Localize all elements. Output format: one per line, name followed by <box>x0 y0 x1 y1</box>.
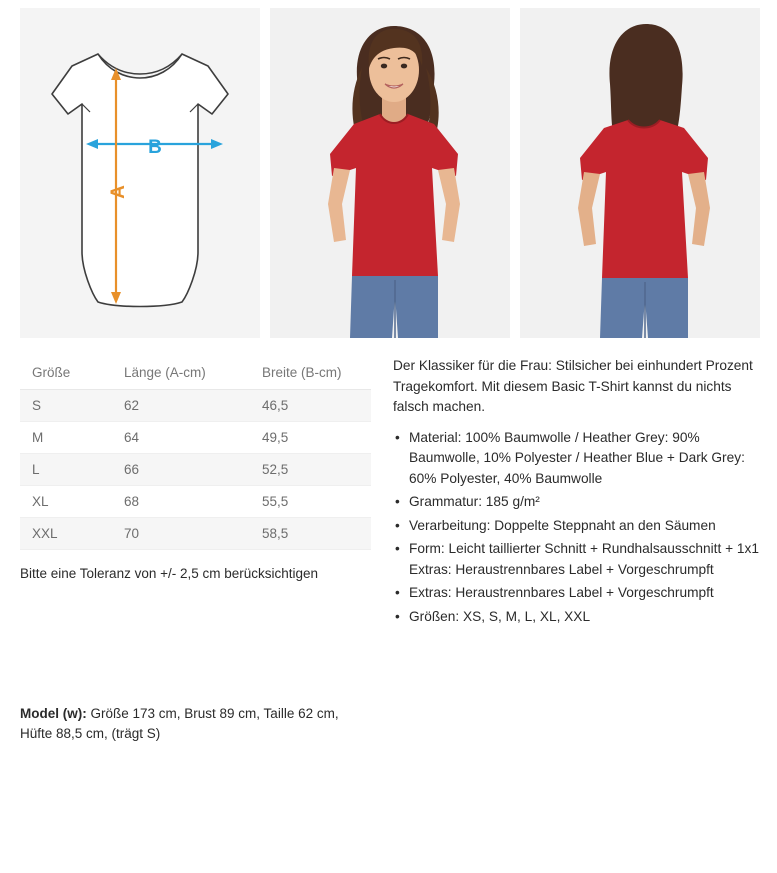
cell-length: 64 <box>112 422 250 454</box>
cell-width: 55,5 <box>250 486 371 518</box>
list-item: • Grammatur: 185 g/m² <box>393 492 763 513</box>
model-front-illustration <box>270 8 510 338</box>
model-back-photo <box>520 8 760 338</box>
table-header-row <box>20 356 371 390</box>
size-table <box>20 356 371 550</box>
cell-size: M <box>20 422 112 454</box>
list-item: • Größen: XS, S, M, L, XL, XXL <box>393 607 763 628</box>
feature-list <box>393 428 763 628</box>
cell-width: 46,5 <box>250 390 371 422</box>
model-back-illustration <box>520 8 760 338</box>
list-item: • Material: 100% Baumwolle / Heather Grey: 90% Baumwolle, 10% Polyester / Heather Blue + Dark Grey: 60% Polyester, 40% Baumwolle <box>393 428 763 490</box>
table-row <box>20 422 371 454</box>
model-note-text: Größe 173 cm, Brust 89 cm, Taille 62 cm, Hüfte 88,5 cm, (trägt S) <box>20 705 339 742</box>
model-note-label: Model (w): <box>20 705 87 721</box>
description-intro: Der Klassiker für die Frau: Stilsicher bei einhundert Prozent Tragekomfort. Mit diesem Basic T-Shirt kannst du nichts falsch machen. <box>393 358 753 415</box>
cell-width: 49,5 <box>250 422 371 454</box>
tshirt-measure-diagram <box>20 8 260 338</box>
tolerance-note: Bitte eine Toleranz von +/- 2,5 cm berücksichtigen <box>20 566 319 581</box>
technical-drawing-card <box>20 8 260 338</box>
product-image-row <box>0 0 777 338</box>
cell-width: 58,5 <box>250 518 371 550</box>
list-item: • Form: Leicht taillierter Schnitt + Rundhalsausschnitt + 1x1 Extras: Heraustrennbares Label + Vorgeschrumpft <box>393 539 763 580</box>
length-dimension-label: A <box>108 185 129 199</box>
cell-size: XL <box>20 486 112 518</box>
table-header-width: Breite (B-cm) <box>250 356 371 390</box>
list-item: • Verarbeitung: Doppelte Steppnaht an den Säumen <box>393 516 763 537</box>
product-details-section <box>0 338 777 745</box>
size-info-column <box>20 356 375 745</box>
cell-width: 52,5 <box>250 454 371 486</box>
description-column <box>393 356 763 745</box>
table-row <box>20 454 371 486</box>
model-note <box>20 704 370 746</box>
cell-length: 66 <box>112 454 250 486</box>
model-front-photo <box>270 8 510 338</box>
table-header-size: Größe <box>20 356 112 390</box>
width-dimension-label: B <box>148 137 162 158</box>
list-item: • Extras: Heraustrennbares Label + Vorgeschrumpft <box>393 583 763 604</box>
cell-length: 68 <box>112 486 250 518</box>
cell-size: L <box>20 454 112 486</box>
table-row <box>20 518 371 550</box>
cell-length: 70 <box>112 518 250 550</box>
cell-length: 62 <box>112 390 250 422</box>
cell-size: S <box>20 390 112 422</box>
table-row <box>20 390 371 422</box>
table-row <box>20 486 371 518</box>
cell-size: XXL <box>20 518 112 550</box>
table-header-length: Länge (A-cm) <box>112 356 250 390</box>
